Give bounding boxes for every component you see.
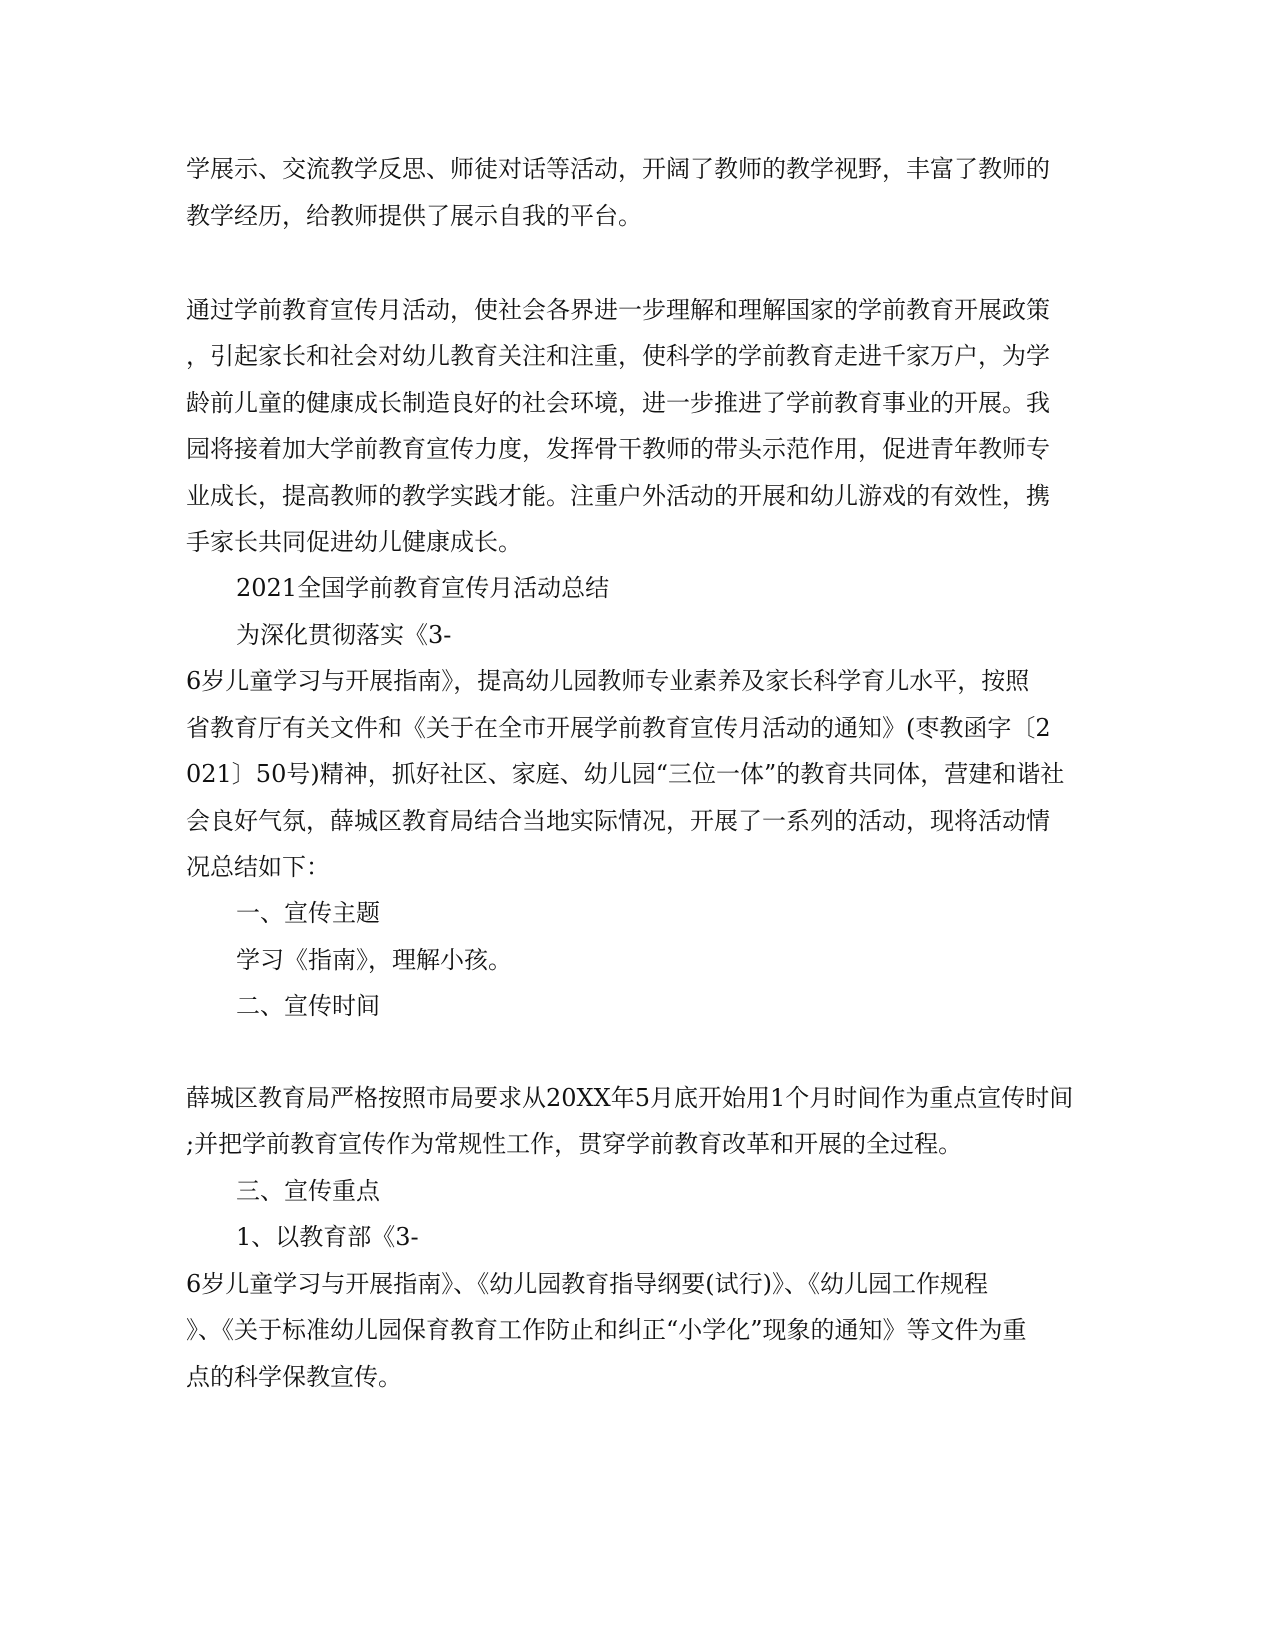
text-line: 园将接着加大学前教育宣传力度，发挥骨干教师的带头示范作用，促进青年教师专: [186, 435, 1050, 463]
text-line: 况总结如下：: [186, 853, 330, 881]
text-line: 学习《指南》，理解小孩。: [236, 946, 512, 974]
text-line: 业成长，提高教师的教学实践才能。注重户外活动的开展和幼儿游戏的有效性，携: [186, 482, 1050, 510]
text-line: 会良好气氛，薛城区教育局结合当地实际情况，开展了一系列的活动，现将活动情: [186, 807, 1050, 835]
text-line: 省教育厅有关文件和《关于在全市开展学前教育宣传月活动的通知》(枣教函字〔2: [186, 714, 1051, 742]
text-line: ;并把学前教育宣传作为常规性工作，贯穿学前教育改革和开展的全过程。: [186, 1130, 963, 1158]
text-line: 学展示、交流教学反思、师徒对话等活动，开阔了教师的教学视野，丰富了教师的: [186, 155, 1050, 183]
text-line: 手家长共同促进幼儿健康成长。: [186, 528, 522, 556]
text-line: 点的科学保教宣传。: [186, 1363, 402, 1391]
text-line: 教学经历，给教师提供了展示自我的平台。: [186, 202, 642, 230]
text-line: 021〕50号)精神，抓好社区、家庭、幼儿园“三位一体”的教育共同体，营建和谐社: [186, 760, 1065, 788]
text-line: 为深化贯彻落实《3-: [236, 621, 452, 649]
text-line: 通过学前教育宣传月活动，使社会各界进一步理解和理解国家的学前教育开展政策: [186, 296, 1050, 324]
text-line: 6岁儿童学习与开展指南》、《幼儿园教育指导纲要(试行)》、《幼儿园工作规程: [186, 1270, 988, 1298]
text-line: 龄前儿童的健康成长制造良好的社会环境，进一步推进了学前教育事业的开展。我: [186, 389, 1050, 417]
text-line: 6岁儿童学习与开展指南》，提高幼儿园教师专业素养及家长科学育儿水平，按照: [186, 667, 1030, 695]
section-title: 2021全国学前教育宣传月活动总结: [236, 574, 610, 602]
text-line: 1、以教育部《3-: [236, 1223, 419, 1251]
section-heading: 一、宣传主题: [236, 899, 380, 927]
section-heading: 二、宣传时间: [236, 992, 380, 1020]
text-line: 》、《关于标准幼儿园保育教育工作防止和纠正“小学化”现象的通知》等文件为重: [186, 1316, 1027, 1344]
section-heading: 三、宣传重点: [236, 1177, 380, 1205]
text-line: ，引起家长和社会对幼儿教育关注和注重，使科学的学前教育走进千家万户，为学: [186, 342, 1050, 370]
text-line: 薛城区教育局严格按照市局要求从20XX年5月底开始用1个月时间作为重点宣传时间: [186, 1084, 1074, 1112]
